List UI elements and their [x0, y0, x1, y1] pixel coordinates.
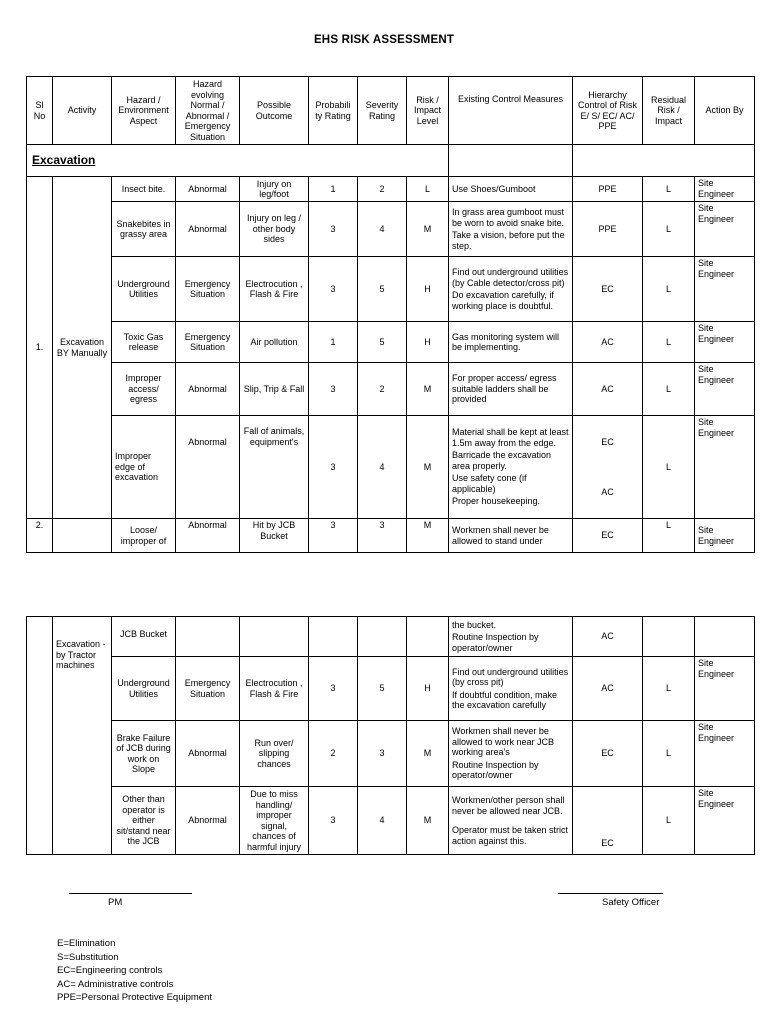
residual-cell: L — [643, 363, 695, 416]
hierarchy-cell: EC — [573, 787, 643, 855]
action-cell: Site Engineer — [695, 787, 755, 855]
measures-cell: For proper access/ egress suitable ladders shall be provided — [449, 363, 573, 416]
header-activity: Activity — [53, 77, 112, 145]
situation-cell: Abnormal — [176, 202, 240, 257]
risk-cell: M — [407, 416, 449, 519]
severity-cell: 3 — [358, 519, 407, 553]
table-row — [27, 416, 755, 519]
severity-cell: 2 — [358, 177, 407, 202]
outcome-cell: Due to miss handling/ improper signal, chances of harmful injury — [240, 787, 309, 855]
measures-cell: Find out underground utilities (by Cable detector/cross pit) Do excavation carefully, if working place is doubtful. — [449, 257, 573, 322]
activity-cell: Excavation -by Tractor machines — [53, 617, 112, 855]
hazard-cell: Underground Utilities — [112, 657, 176, 721]
residual-cell: L — [643, 787, 695, 855]
pm-label: PM — [108, 897, 123, 908]
residual-cell: L — [643, 519, 695, 553]
hazard-cell: JCB Bucket — [112, 617, 176, 657]
risk-table-1 — [26, 76, 755, 553]
measures-cell: Workmen/other person shall never be allowed near JCB. Operator must be taken strict action against this. — [449, 787, 573, 855]
outcome-cell: Slip, Trip & Fall — [240, 363, 309, 416]
hierarchy-cell: AC — [573, 322, 643, 363]
sl-number: 1. — [27, 177, 53, 519]
section-title: Excavation — [27, 145, 449, 177]
header-outcome: Possible Outcome — [240, 77, 309, 145]
hierarchy-cell: AC — [573, 363, 643, 416]
table-row — [27, 519, 755, 553]
probability-cell: 3 — [309, 416, 358, 519]
situation-cell: Abnormal — [176, 177, 240, 202]
pm-signature-line — [69, 893, 192, 894]
measures-cell: Workmen shall never be allowed to stand under — [449, 519, 573, 553]
legend-item: EC=Engineering controls — [57, 965, 163, 976]
hierarchy-cell: EC AC — [573, 416, 643, 519]
hazard-cell: Underground Utilities — [112, 257, 176, 322]
probability-cell: 1 — [309, 322, 358, 363]
probability-cell: 3 — [309, 257, 358, 322]
hierarchy-cell: PPE — [573, 177, 643, 202]
header-row — [27, 77, 755, 145]
severity-cell: 4 — [358, 787, 407, 855]
severity-cell: 3 — [358, 721, 407, 787]
hierarchy-cell: EC — [573, 721, 643, 787]
action-cell: Site Engineer — [695, 322, 755, 363]
residual-cell: L — [643, 416, 695, 519]
measures-cell: In grass area gumboot must be worn to avoid snake bite. Take a vision, before put the step. — [449, 202, 573, 257]
hierarchy-cell: AC — [573, 617, 643, 657]
risk-cell: M — [407, 519, 449, 553]
residual-cell: L — [643, 657, 695, 721]
residual-cell: L — [643, 322, 695, 363]
safety-officer-label: Safety Officer — [602, 897, 660, 908]
table-row — [27, 721, 755, 787]
outcome-cell: Hit by JCB Bucket — [240, 519, 309, 553]
safety-officer-signature-line — [558, 893, 663, 894]
hazard-cell: Loose/ improper of — [112, 519, 176, 553]
probability-cell: 3 — [309, 787, 358, 855]
measures-cell: Material shall be kept at least 1.5m away from the edge. Barricade the excavation area properly. Use safety cone (if applicable) Proper housekeeping. — [449, 416, 573, 519]
probability-cell: 3 — [309, 657, 358, 721]
header-hazard: Hazard / Environment Aspect — [112, 77, 176, 145]
hierarchy-cell: AC — [573, 657, 643, 721]
measures-cell: Use Shoes/Gumboot — [449, 177, 573, 202]
residual-cell: L — [643, 202, 695, 257]
header-sl: Sl No — [27, 77, 53, 145]
outcome-cell: Electrocution , Flash & Fire — [240, 257, 309, 322]
action-cell: Site Engineer — [695, 416, 755, 519]
table-row — [27, 202, 755, 257]
probability-cell: 2 — [309, 721, 358, 787]
table-row — [27, 363, 755, 416]
table-row — [27, 617, 755, 657]
hazard-cell: Improper access/ egress — [112, 363, 176, 416]
risk-cell: H — [407, 657, 449, 721]
situation-cell: Abnormal — [176, 363, 240, 416]
measures-cell: Workmen shall never be allowed to work near JCB working area's Routine Inspection by operator/owner — [449, 721, 573, 787]
header-situation: Hazard evolving Normal / Abnormal / Emergency Situation — [176, 77, 240, 145]
outcome-cell: Injury on leg/foot — [240, 177, 309, 202]
legend — [57, 937, 212, 1005]
legend-item: PPE=Personal Protective Equipment — [57, 992, 212, 1003]
situation-cell: Abnormal — [176, 721, 240, 787]
action-cell: Site Engineer — [695, 257, 755, 322]
severity-cell: 5 — [358, 257, 407, 322]
residual-cell: L — [643, 257, 695, 322]
risk-cell: M — [407, 787, 449, 855]
action-cell: Site Engineer — [695, 202, 755, 257]
severity-cell: 4 — [358, 416, 407, 519]
hierarchy-cell: EC — [573, 519, 643, 553]
legend-item: E=Elimination — [57, 938, 116, 949]
probability-cell: 1 — [309, 177, 358, 202]
measures-cell: the bucket. Routine Inspection by operator/owner — [449, 617, 573, 657]
header-risk: Risk / Impact Level — [407, 77, 449, 145]
situation-cell: Emergency Situation — [176, 257, 240, 322]
action-cell: Site Engineer — [695, 177, 755, 202]
measures-cell: Gas monitoring system will be implementing. — [449, 322, 573, 363]
probability-cell: 3 — [309, 363, 358, 416]
situation-cell: Abnormal — [176, 416, 240, 519]
severity-cell: 2 — [358, 363, 407, 416]
header-hierarchy: Hierarchy Control of Risk E/ S/ EC/ AC/ PPE — [573, 77, 643, 145]
header-measures: Existing Control Measures — [449, 77, 573, 145]
risk-cell: M — [407, 202, 449, 257]
table-row — [27, 787, 755, 855]
hazard-cell: Improper edge of excavation — [112, 416, 176, 519]
hierarchy-cell: PPE — [573, 202, 643, 257]
situation-cell: Abnormal — [176, 787, 240, 855]
header-action: Action By — [695, 77, 755, 145]
hazard-cell: Brake Failure of JCB during work on Slope — [112, 721, 176, 787]
outcome-cell: Air pollution — [240, 322, 309, 363]
hazard-cell: Other than operator is either sit/stand near the JCB — [112, 787, 176, 855]
risk-cell: H — [407, 322, 449, 363]
situation-cell: Emergency Situation — [176, 657, 240, 721]
hazard-cell: Toxic Gas release — [112, 322, 176, 363]
residual-cell: L — [643, 177, 695, 202]
header-severity: Severity Rating — [358, 77, 407, 145]
residual-cell: L — [643, 721, 695, 787]
risk-cell: M — [407, 363, 449, 416]
outcome-cell: Injury on leg / other body sides — [240, 202, 309, 257]
document-title: EHS RISK ASSESSMENT — [313, 34, 455, 46]
action-cell: Site Engineer — [695, 721, 755, 787]
severity-cell: 4 — [358, 202, 407, 257]
action-cell: Site Engineer — [695, 519, 755, 553]
header-probability: Probabili ty Rating — [309, 77, 358, 145]
hazard-cell: Insect bite. — [112, 177, 176, 202]
action-cell: Site Engineer — [695, 657, 755, 721]
action-cell: Site Engineer — [695, 363, 755, 416]
legend-item: AC= Administrative controls — [57, 978, 174, 990]
situation-cell: Emergency Situation — [176, 322, 240, 363]
table-row — [27, 657, 755, 721]
risk-cell: H — [407, 257, 449, 322]
outcome-cell: Electrocution , Flash & Fire — [240, 657, 309, 721]
table-row — [27, 322, 755, 363]
hazard-cell: Snakebites in grassy area — [112, 202, 176, 257]
header-residual: Residual Risk / Impact — [643, 77, 695, 145]
situation-cell: Abnormal — [176, 519, 240, 553]
outcome-cell: Fall of animals, equipment's — [240, 416, 309, 519]
measures-cell: Find out underground utilities (by cross pit) If doubtful condition, make the excavation carefully — [449, 657, 573, 721]
activity-cell: Excavation BY Manually — [53, 177, 112, 519]
risk-cell: M — [407, 721, 449, 787]
probability-cell: 3 — [309, 519, 358, 553]
severity-cell: 5 — [358, 322, 407, 363]
hierarchy-cell: EC — [573, 257, 643, 322]
risk-cell: L — [407, 177, 449, 202]
probability-cell: 3 — [309, 202, 358, 257]
table-row — [27, 177, 755, 202]
risk-table-2 — [26, 616, 755, 855]
table-row — [27, 257, 755, 322]
section-row — [27, 145, 755, 177]
sl-number: 2. — [27, 519, 53, 553]
legend-item: S=Substitution — [57, 951, 119, 963]
severity-cell: 5 — [358, 657, 407, 721]
outcome-cell: Run over/ slipping chances — [240, 721, 309, 787]
